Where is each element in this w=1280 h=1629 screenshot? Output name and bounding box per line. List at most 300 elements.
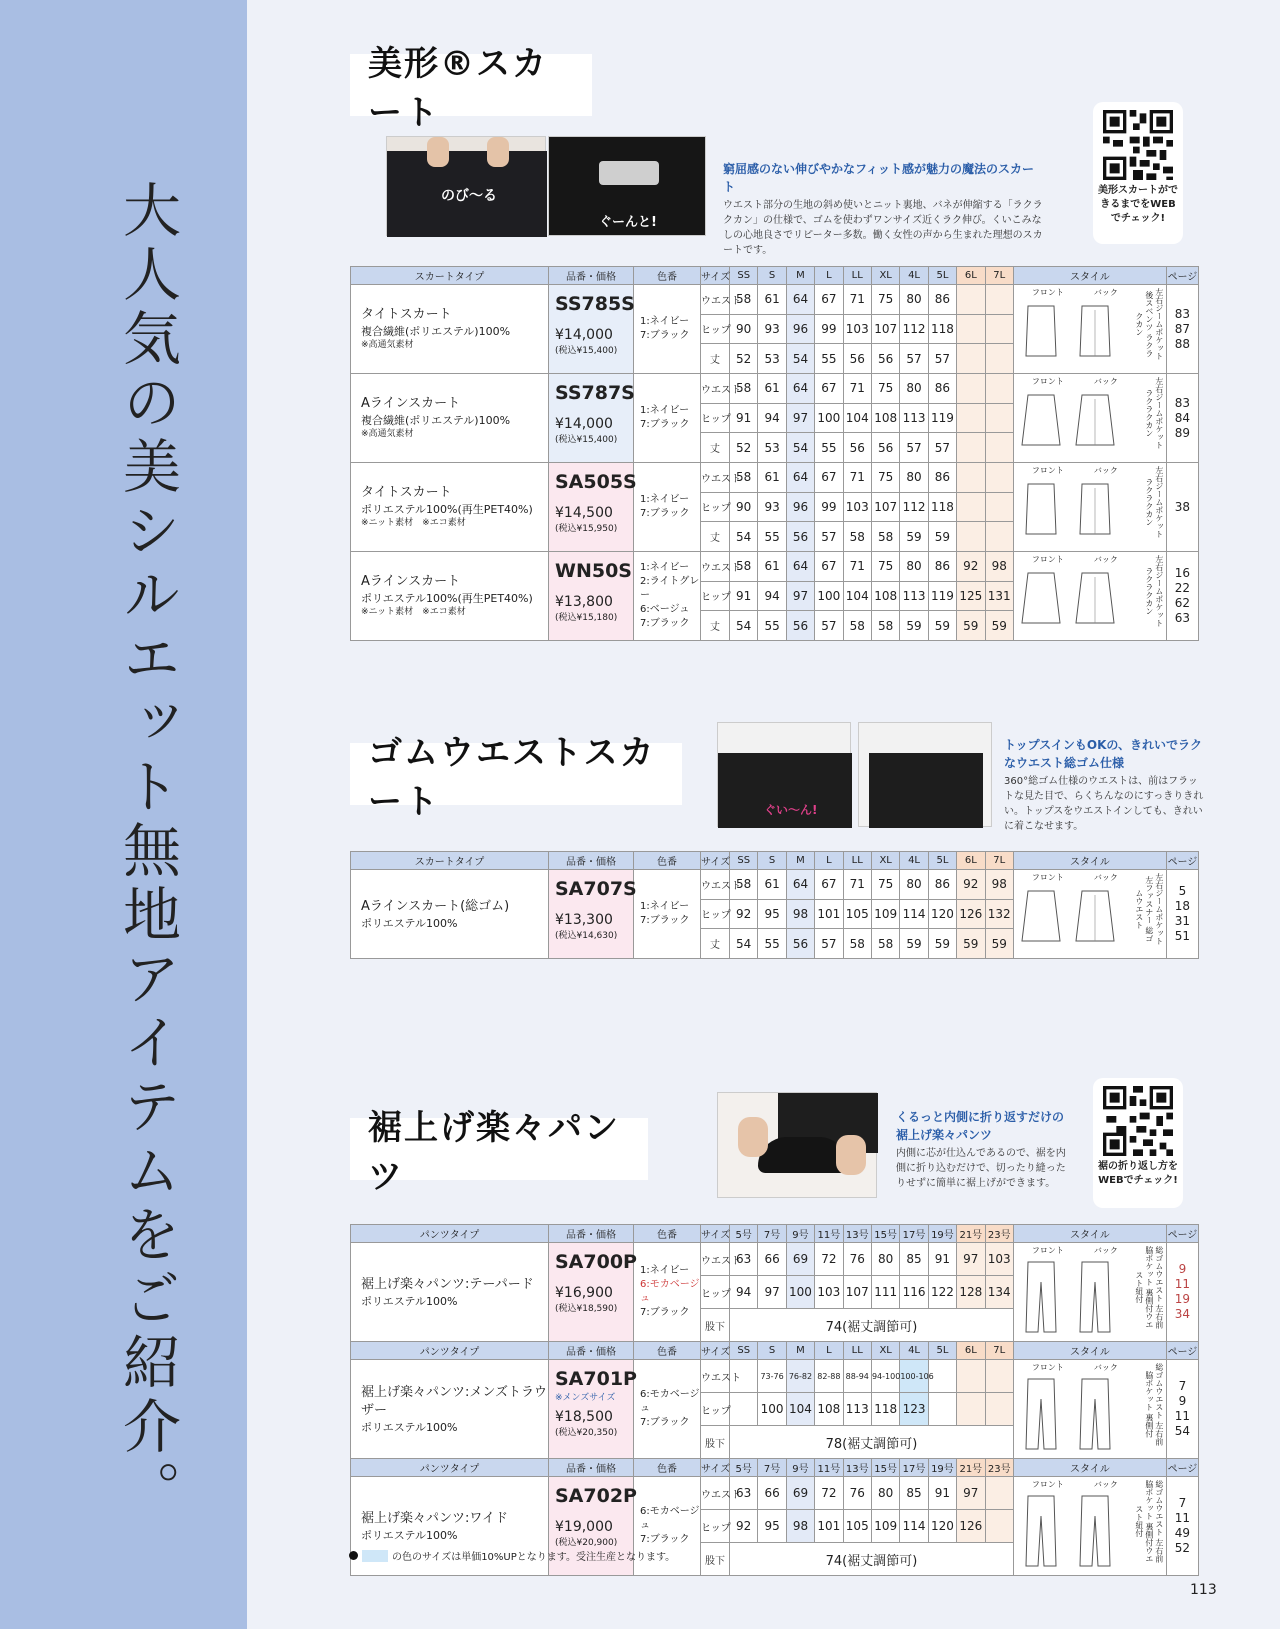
page-ref: 7 [1178,1379,1187,1393]
size-value: 55 [815,433,843,463]
size-value: 100-106 [900,1360,928,1393]
item-note: ※ニット素材 ※エコ素材 [361,518,466,528]
description-body: 内側に芯が仕込んであるので、裾を内側に折り込むだけで、切ったり縫ったりせずに簡単に裾上げができます。 [896,1148,1066,1189]
size-value: 75 [871,552,899,582]
table-row [351,374,1199,404]
size-value: 88-94 [843,1360,871,1393]
inseam-value: 78(裾丈調節可) [730,1426,1014,1459]
item-sub: ※メンズサイズ [555,1393,616,1403]
item-tax-price: (税込¥15,180) [555,613,618,623]
color-option: 1:ネイビー [640,405,690,416]
size-value: 75 [871,870,899,900]
item-tax-price: (税込¥14,630) [555,931,618,941]
size-value: 80 [900,552,928,582]
size-value: 55 [758,611,786,641]
pants-size-table [350,1224,1199,1576]
size-value: 59 [957,611,985,641]
header-color: 色番 [634,1342,701,1360]
page-ref: 9 [1178,1394,1187,1408]
size-value: 54 [786,344,814,374]
size-value: 90 [730,492,758,522]
page-ref: 11 [1174,1511,1191,1525]
size-value: 98 [786,899,814,929]
measure-label: ヒップ [701,492,730,522]
skirt-illustration-icon [1016,387,1126,457]
page-ref: 18 [1174,899,1191,913]
size-value: 63 [730,1243,758,1276]
size-value: 103 [843,314,871,344]
size-value: 59 [900,522,928,552]
page-ref: 38 [1174,499,1191,514]
vertical-title: 大人気の美シルエット無地アイテムをご紹介。 [113,180,181,1524]
qr-caption: 美形スカートができるまでをWEBでチェック! [1098,185,1178,224]
size-value: 75 [871,374,899,404]
size-value: 82-88 [815,1360,843,1393]
size-header: 15号 [871,1459,899,1477]
page-ref: 62 [1174,596,1191,610]
item-name: Aラインスカート [361,396,461,411]
color-option: 6:モカベージュ [640,1506,700,1531]
size-value: 67 [815,463,843,493]
size-value: 112 [900,314,928,344]
size-value: 95 [758,899,786,929]
size-value: 126 [957,899,985,929]
size-value: 58 [871,611,899,641]
size-s: S [758,267,786,285]
header-page: ページ [1166,1342,1198,1360]
header-color: 色番 [634,1225,701,1243]
photo-label: ぐい〜ん! [764,803,818,817]
measure-label: 股下 [701,1426,730,1459]
item-code: SA700P [555,1251,637,1273]
size-header: 5L [928,1342,956,1360]
style-illustration [1013,1243,1166,1342]
color-option: 1:ネイビー [640,1265,690,1276]
size-value: 80 [900,463,928,493]
item-code: SS787S [555,382,635,404]
header-type: パンツタイプ [351,1459,549,1477]
size-value: 101 [815,1510,843,1543]
style-front-label: フロント [1031,1246,1064,1255]
item-code: WN50S [555,560,632,582]
size-value: 71 [843,870,871,900]
size-value [985,1510,1013,1543]
size-header: 15号 [871,1225,899,1243]
size-value: 100 [758,1393,786,1426]
size-header: 19号 [928,1459,956,1477]
size-value: 64 [786,552,814,582]
header-page: ページ [1166,267,1198,285]
section-title-skirt: 美形®スカート [350,54,592,116]
size-value: 118 [928,492,956,522]
skirt-illustration-icon [1016,883,1126,953]
item-material: ポリエステル100% [361,1528,458,1542]
size-value: 99 [815,314,843,344]
size-ll: LL [843,267,871,285]
size-value: 125 [957,581,985,611]
measure-label: 丈 [701,344,730,374]
page-ref: 84 [1174,410,1191,425]
size-value: 59 [985,611,1013,641]
color-option: 6:モカベージュ [640,1279,700,1304]
color-option: 7:ブラック [640,618,690,629]
header-page: ページ [1166,1225,1198,1243]
size-value: 56 [871,344,899,374]
measure-label: ヒップ [701,899,730,929]
size-value: 59 [985,929,1013,959]
measure-label: 丈 [701,433,730,463]
size-value: 61 [758,374,786,404]
size-value: 67 [815,552,843,582]
size-value: 91 [730,581,758,611]
header-size: サイズ [701,267,730,285]
item-name: 裾上げ楽々パンツ:ワイド [361,1510,508,1526]
photo-pants-hem [717,1092,877,1198]
size-value: 72 [815,1477,843,1510]
size-value: 109 [871,899,899,929]
style-back-label: バック [1093,1246,1118,1255]
size-value: 80 [871,1477,899,1510]
size-value: 75 [871,285,899,315]
header-style: スタイル [1013,267,1166,285]
size-header: 9号 [786,1225,814,1243]
size-value: 56 [843,433,871,463]
style-back-label: バック [1093,1363,1118,1372]
page-ref: 34 [1174,1307,1191,1321]
item-tax-price: (税込¥18,590) [555,1304,618,1314]
color-swatch [362,1550,388,1562]
measure-label: ウエスト [701,1360,730,1393]
size-value: 95 [758,1510,786,1543]
photo-gomu-front [858,722,992,827]
size-value: 86 [928,285,956,315]
page-ref: 49 [1174,1526,1191,1540]
size-4l: 4L [900,852,928,870]
pants-illustration-icon [1016,1490,1126,1570]
item-material: ポリエステル100% [361,1420,458,1434]
size-value [985,463,1013,493]
color-option: 1:ネイビー [640,316,690,327]
measure-label: 股下 [701,1543,730,1576]
photo-gomu-stretch [717,722,851,827]
measure-label: ウエスト [701,285,730,315]
size-value: 113 [900,581,928,611]
size-value: 98 [985,870,1013,900]
item-price: ¥13,300 [555,912,613,928]
size-5l: 5L [928,267,956,285]
size-value: 94 [758,403,786,433]
size-l: L [815,852,843,870]
table-header-row [351,1342,1199,1360]
size-5l: 5L [928,852,956,870]
item-pages [1166,552,1198,641]
size-value: 114 [900,1510,928,1543]
size-value: 118 [871,1393,899,1426]
size-header: 17号 [900,1459,928,1477]
size-header: 9号 [786,1459,814,1477]
size-header: XL [871,1342,899,1360]
page-ref: 5 [1178,884,1187,898]
measure-label: ウエスト [701,1243,730,1276]
size-value: 61 [758,870,786,900]
item-name: Aラインスカート(総ゴム) [361,898,510,914]
size-ll: LL [843,852,871,870]
qr-code-pants[interactable] [1093,1078,1183,1208]
size-value: 107 [871,314,899,344]
style-back-label: バック [1093,377,1118,386]
size-value: 54 [730,929,758,959]
size-value: 67 [815,285,843,315]
size-value: 56 [843,344,871,374]
header-color: 色番 [634,852,701,870]
style-illustration [1013,374,1166,463]
size-value: 61 [758,552,786,582]
bullet-icon [349,1551,358,1560]
size-value: 122 [928,1276,956,1309]
style-back-label: バック [1093,466,1118,475]
size-value: 69 [786,1243,814,1276]
size-value: 85 [900,1243,928,1276]
color-option: 1:ネイビー [640,562,690,573]
header-page: ページ [1166,852,1198,870]
color-option: 7:ブラック [640,915,690,926]
qr-icon [1103,1086,1173,1156]
size-value: 57 [900,344,928,374]
size-value: 52 [730,344,758,374]
size-value: 71 [843,552,871,582]
size-value: 104 [786,1393,814,1426]
size-value: 67 [815,374,843,404]
size-value: 91 [928,1243,956,1276]
size-value: 53 [758,433,786,463]
style-features: 左右ジームポケット ラクラクカン [1144,555,1164,627]
style-front-label: フロント [1031,1480,1064,1489]
size-value: 59 [957,929,985,959]
size-value: 100 [815,581,843,611]
size-value: 96 [786,314,814,344]
size-header: 7号 [758,1459,786,1477]
style-front-label: フロント [1031,377,1064,386]
color-option: 1:ネイビー [640,494,690,505]
size-ss: SS [730,852,758,870]
description-heading: 窮屈感のない伸びやかなフィット感が魅力の魔法のスカート [723,162,1035,194]
page-ref: 16 [1174,566,1191,580]
size-value: 76 [843,1243,871,1276]
item-colors [634,463,701,552]
style-front-label: フロント [1031,555,1064,564]
size-value: 109 [871,1510,899,1543]
size-value: 53 [758,344,786,374]
size-value: 105 [843,899,871,929]
size-value: 93 [758,492,786,522]
measure-label: ウエスト [701,870,730,900]
style-features: 左右ジームポケット ラクラクカン [1144,466,1164,538]
size-value: 58 [730,374,758,404]
table-row [351,285,1199,315]
size-value: 94 [758,581,786,611]
style-features: 左右ジームポケット 左ファスナー 総ゴムウエスト [1134,873,1164,945]
size-6l: 6L [957,852,985,870]
color-option: 6:ベージュ [640,604,690,615]
header-style: スタイル [1013,1342,1166,1360]
header-style: スタイル [1013,852,1166,870]
header-page: ページ [1166,1459,1198,1477]
style-illustration [1013,285,1166,374]
item-pages [1166,1243,1198,1342]
size-value: 94-100 [871,1360,899,1393]
size-value: 99 [815,492,843,522]
size-header: 7号 [758,1225,786,1243]
color-option: 2:ライトグレー [640,576,700,601]
size-value: 119 [928,403,956,433]
measure-label: 股下 [701,1309,730,1342]
size-m: M [786,267,814,285]
size-value: 54 [730,522,758,552]
gomu-size-table [350,851,1199,959]
item-pages [1166,374,1198,463]
page-ref: 83 [1174,395,1191,410]
qr-code-skirt[interactable] [1093,102,1183,244]
item-colors [634,870,701,959]
color-option: 7:ブラック [640,1534,690,1545]
color-option: 1:ネイビー [640,901,690,912]
style-illustration [1013,870,1166,959]
description-heading: トップスインもOKの、きれいでラクなウエスト総ゴム仕様 [1004,738,1202,770]
color-option: 6:モカベージュ [640,1389,700,1414]
page-ref: 88 [1174,336,1191,351]
header-color: 色番 [634,267,701,285]
item-code: SA702P [555,1485,637,1507]
item-price: ¥14,000 [555,416,613,432]
header-type: スカートタイプ [351,267,549,285]
size-xl: XL [871,267,899,285]
size-value: 107 [871,492,899,522]
size-value: 73-76 [758,1360,786,1393]
size-header: 23号 [985,1459,1013,1477]
size-value: 86 [928,463,956,493]
style-back-label: バック [1093,555,1118,564]
item-note: ※高通気素材 [361,429,414,439]
size-value [985,492,1013,522]
color-option: 7:ブラック [640,508,690,519]
measure-label: ウエスト [701,374,730,404]
skirt-description [723,160,1043,258]
size-value: 59 [928,522,956,552]
size-value: 57 [815,522,843,552]
item-code-price [549,374,634,463]
table-header-row [351,1225,1199,1243]
skirt-illustration-icon [1016,298,1126,368]
item-type [351,552,549,641]
page-ref: 54 [1174,1424,1191,1438]
skirt-illustration-icon [1016,565,1126,635]
size-value: 108 [871,403,899,433]
style-back-label: バック [1093,288,1118,297]
size-value: 72 [815,1243,843,1276]
size-value: 57 [815,611,843,641]
size-header: 19号 [928,1225,956,1243]
item-price: ¥18,500 [555,1409,613,1425]
measure-label: ヒップ [701,1276,730,1309]
item-type [351,1360,549,1459]
size-value: 86 [928,552,956,582]
page-ref: 63 [1174,611,1191,625]
measure-label: ヒップ [701,581,730,611]
size-value: 116 [900,1276,928,1309]
size-value: 55 [758,929,786,959]
size-value: 103 [843,492,871,522]
size-value: 113 [843,1393,871,1426]
size-4l: 4L [900,267,928,285]
photo-rakuraku-kan [548,136,706,236]
size-value [985,285,1013,315]
skirt-illustration-icon [1016,476,1126,546]
size-value [985,433,1013,463]
size-value [957,492,985,522]
header-size: サイズ [701,1342,730,1360]
size-header: 11号 [815,1459,843,1477]
size-value: 56 [786,522,814,552]
size-m: M [786,852,814,870]
size-value: 80 [900,374,928,404]
size-value: 104 [843,581,871,611]
page-ref: 19 [1174,1292,1191,1306]
item-code: SA701P [555,1368,637,1390]
style-features: 総ゴムウエスト 左右前脇ポケット 裏側付ウエスト紐付 [1134,1479,1164,1563]
size-header: LL [843,1342,871,1360]
item-code: SA707S [555,878,637,900]
item-colors [634,1360,701,1459]
style-features: 総ゴムウエスト 左右前脇ポケット 裏側付 [1144,1362,1164,1446]
item-material: ポリエステル100%(再生PET40%) [361,503,533,516]
size-value: 71 [843,374,871,404]
table-row [351,1243,1199,1276]
size-value: 55 [758,522,786,552]
photo-waist-stretch [386,136,546,236]
page-ref: 31 [1174,914,1191,928]
page-ref: 83 [1174,306,1191,321]
size-value [957,522,985,552]
item-name: タイトスカート [361,485,452,500]
size-value: 58 [843,929,871,959]
item-type [351,285,549,374]
table-header-row [351,1459,1199,1477]
header-size: サイズ [701,1225,730,1243]
header-color: 色番 [634,1459,701,1477]
item-pages [1166,1360,1198,1459]
size-value: 54 [730,611,758,641]
size-value: 104 [843,403,871,433]
size-value: 80 [900,285,928,315]
style-front-label: フロント [1031,466,1064,475]
size-xl: XL [871,852,899,870]
size-value: 80 [900,870,928,900]
size-value [957,285,985,315]
size-value: 132 [985,899,1013,929]
size-6l: 6L [957,267,985,285]
item-type [351,870,549,959]
size-value: 57 [928,344,956,374]
header-code: 品番・価格 [549,1459,634,1477]
header-style: スタイル [1013,1225,1166,1243]
size-value: 112 [900,492,928,522]
item-price: ¥19,000 [555,1519,613,1535]
size-value: 58 [730,552,758,582]
size-header: S [758,1342,786,1360]
item-material: 複合繊維(ポリエステル)100% [361,414,511,427]
item-type [351,1243,549,1342]
size-value: 54 [786,433,814,463]
